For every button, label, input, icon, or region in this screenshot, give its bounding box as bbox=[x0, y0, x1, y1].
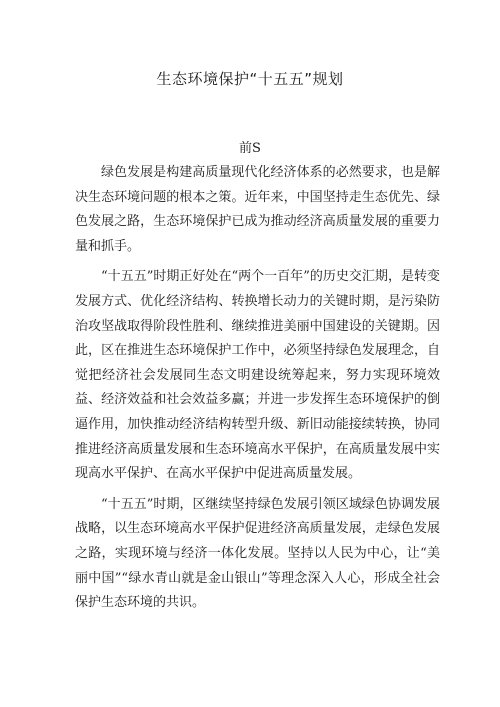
paragraph-3: “十五五”时期，区继续坚持绿色发展引领区域绿色协调发展战略，以生态环境高水平保护促进经济高质量发展，走绿色发展之路，实现环境与经济一体化发展。坚持以人民为中心，让“美丽中国”“绿水青山就是金山银山”等理念深入人心，形成全社会保护生态环境的共识。 bbox=[75, 496, 440, 611]
preface-heading: 前S bbox=[239, 141, 261, 156]
document-body bbox=[75, 161, 440, 616]
paragraph-1: 绿色发展是构建高质量现代化经济体系的必然要求，也是解决生态环境问题的根本之策。近年来，中国坚持走生态优先、绿色发展之路，生态环境保护已成为推动经济高质量发展的重要力量和抓手。 bbox=[75, 165, 440, 254]
paragraph-2: “十五五”时期正好处在“两个一百年”的历史交汇期，是转变发展方式、优化经济结构、转换增长动力的关键时期，是污染防治攻坚战取得阶段性胜利、继续推进美丽中国建设的关键期。因此，区在推进生态环境保护工作中，必须坚持绿色发展理念，自觉把经济社会发展同生态文明建设统筹起来，努力实现环境效益、经济效益和社会效益多赢；并进一步发挥生态环境保护的倒逼作用，加快推动经济结构转型升级、新旧动能接续转换，协同推进经济高质量发展和生态环境高水平保护，在高质量发展中实现高水平保护、在高水平保护中促进高质量发展。 bbox=[75, 269, 440, 482]
document-title: 生态环境保护“十五五”规划 bbox=[156, 70, 344, 88]
